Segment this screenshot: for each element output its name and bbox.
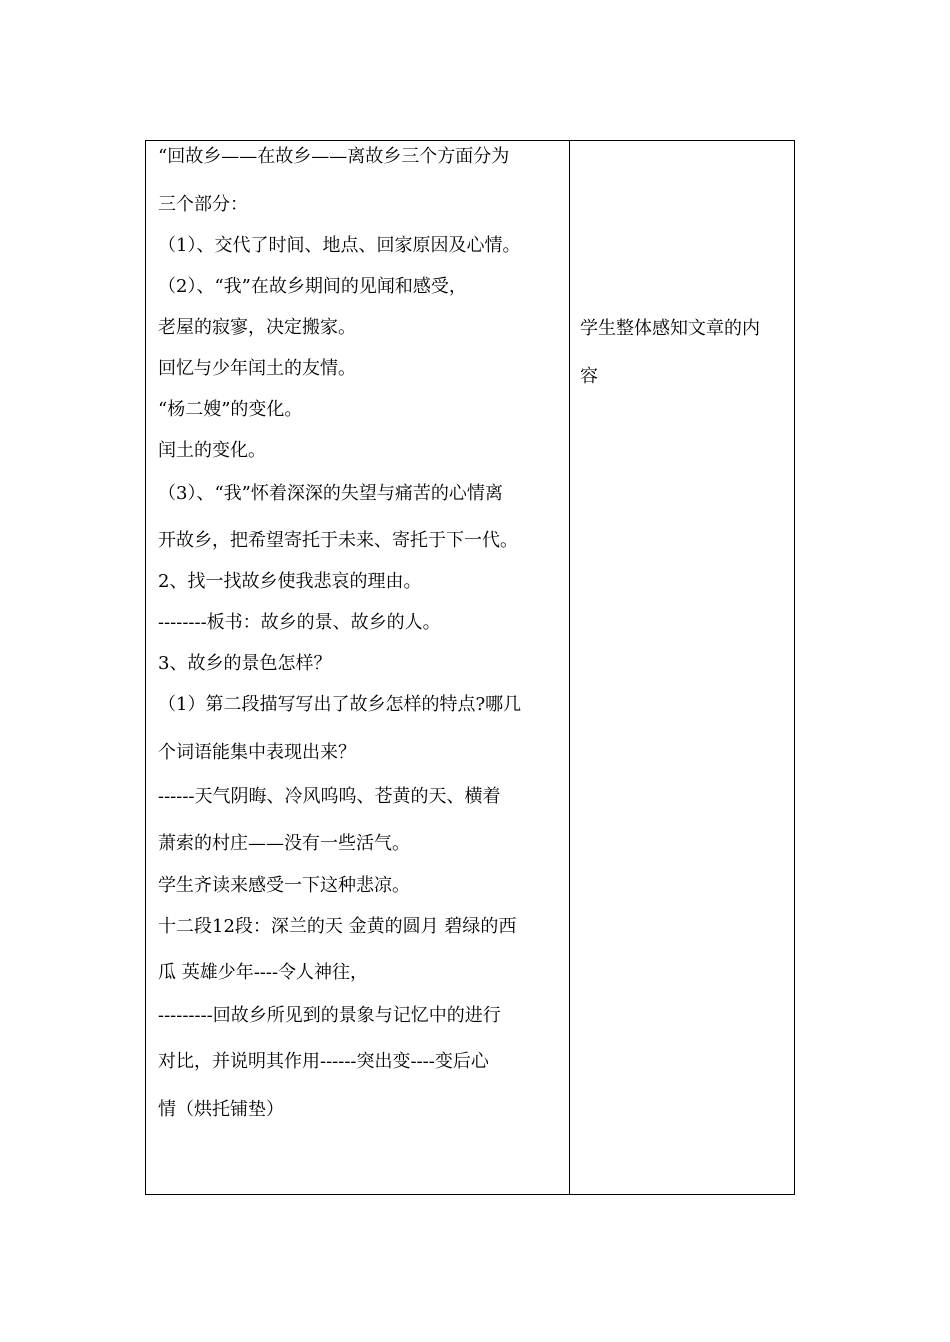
content-line: （1）、交代了时间、地点、回家原因及心情。	[158, 235, 521, 256]
content-line: 学生齐读来感受一下这种悲凉。	[158, 875, 410, 896]
content-line: 闰土的变化。	[158, 440, 266, 461]
content-line: 对比，并说明其作用------突出变----变后心	[158, 1051, 489, 1072]
content-line: （3）、“我”怀着深深的失望与痛苦的心情离	[158, 483, 503, 504]
content-line: 瓜 英雄少年----令人神往，	[158, 962, 369, 983]
content-line: ---------回故乡所见到的景象与记忆中的进行	[158, 1005, 501, 1026]
content-line: 3、故乡的景色怎样？	[158, 653, 332, 674]
student-activity-cell	[570, 141, 794, 1194]
content-line: 个词语能集中表现出来？	[158, 742, 356, 763]
content-line: 萧索的村庄——没有一些活气。	[158, 833, 410, 854]
content-line: 老屋的寂寥，决定搬家。	[158, 317, 356, 338]
activity-line: 学生整体感知文章的内	[580, 318, 760, 339]
content-line: “回故乡——在故乡——离故乡三个方面分为	[158, 146, 510, 167]
content-line: 2、找一找故乡使我悲哀的理由。	[158, 571, 422, 592]
content-line: 三个部分：	[158, 194, 248, 215]
content-line: “杨二嫂”的变化。	[158, 399, 303, 420]
content-line: 开故乡，把希望寄托于未来、寄托于下一代。	[158, 530, 518, 551]
teaching-content-cell	[146, 141, 570, 1194]
content-line: （1）第二段描写写出了故乡怎样的特点?哪几	[158, 694, 522, 715]
content-line: （2）、“我”在故乡期间的见闻和感受，	[158, 276, 467, 297]
content-line: 情（烘托铺垫）	[158, 1099, 284, 1120]
activity-line: 容	[580, 366, 598, 387]
content-line: 十二段12段：深兰的天 金黄的圆月 碧绿的西	[158, 916, 517, 937]
content-line: --------板书：故乡的景、故乡的人。	[158, 612, 441, 633]
content-line: ------天气阴晦、冷风呜呜、苍黄的天、横着	[158, 786, 501, 807]
content-line: 回忆与少年闰土的友情。	[158, 358, 356, 379]
lesson-table	[145, 140, 795, 1195]
